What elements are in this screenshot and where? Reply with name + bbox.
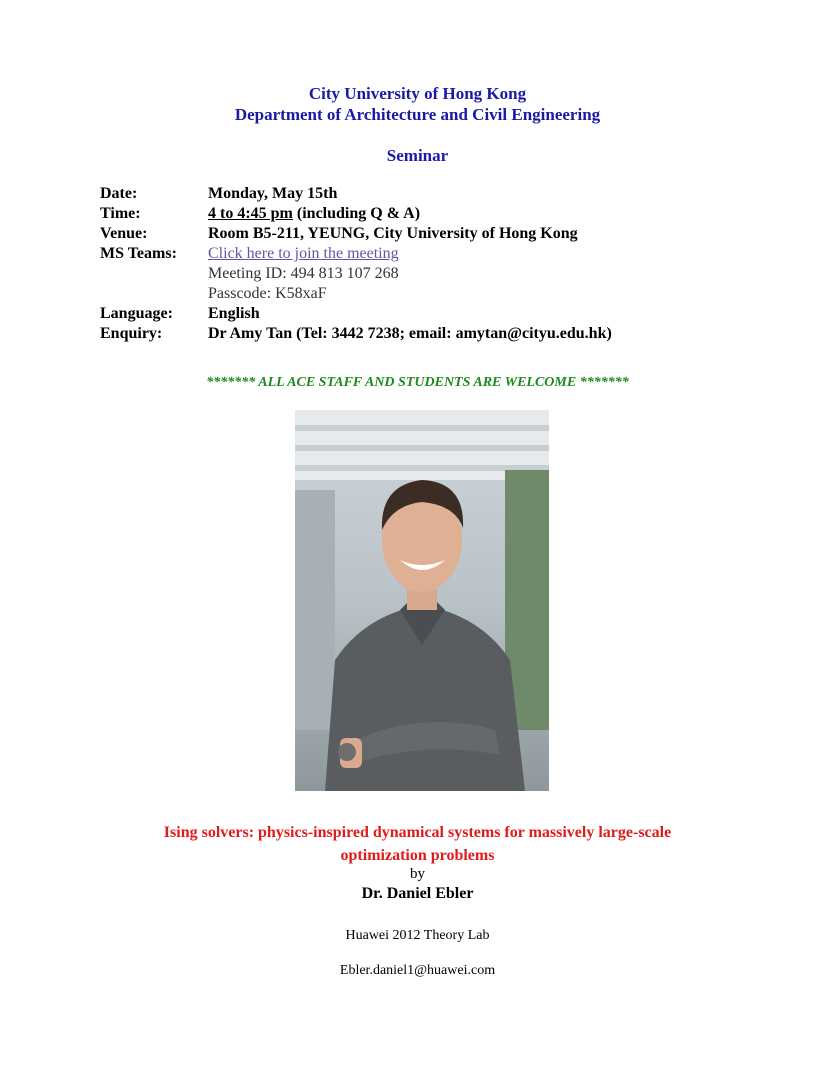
language-label: Language: [100, 305, 173, 322]
speaker-photo [295, 410, 549, 791]
time-value [208, 204, 420, 224]
passcode: Passcode: K58xaF [208, 285, 327, 302]
speaker-name: Dr. Daniel Ebler [361, 885, 474, 902]
university-name: City University of Hong Kong [308, 84, 527, 103]
enquiry-label: Enquiry: [100, 325, 163, 342]
time-label: Time: [100, 205, 141, 222]
date-value: Monday, May 15th [208, 185, 338, 202]
event-type: Seminar [386, 146, 449, 165]
talk-title-line-1: Ising solvers: physics-inspired dynamical systems for massively large-scale [163, 824, 672, 841]
department-name: Department of Architecture and Civil Engineering [234, 105, 601, 124]
by-label: by [410, 866, 425, 882]
time-note: (including Q & A) [292, 205, 421, 222]
speaker-email: Ebler.daniel1@huawei.com [339, 963, 496, 978]
speaker-affiliation: Huawei 2012 Theory Lab [345, 928, 490, 943]
language-value: English [208, 305, 260, 322]
talk-title-line-2: optimization problems [340, 847, 495, 864]
enquiry-value: Dr Amy Tan (Tel: 3442 7238; email: amytan@cityu.edu.hk) [208, 325, 612, 342]
teams-join-link[interactable]: Click here to join the meeting [208, 245, 399, 262]
meeting-id: Meeting ID: 494 813 107 268 [208, 265, 399, 282]
speaker-portrait-image [295, 410, 549, 791]
time-range: 4 to 4:45 pm [208, 205, 293, 222]
welcome-banner: ******* ALL ACE STAFF AND STUDENTS ARE WELCOME ******* [206, 375, 629, 390]
teams-label: MS Teams: [100, 245, 177, 262]
venue-label: Venue: [100, 225, 148, 242]
venue-value: Room B5-211, YEUNG, City University of Hong Kong [208, 225, 578, 242]
date-label: Date: [100, 185, 138, 202]
